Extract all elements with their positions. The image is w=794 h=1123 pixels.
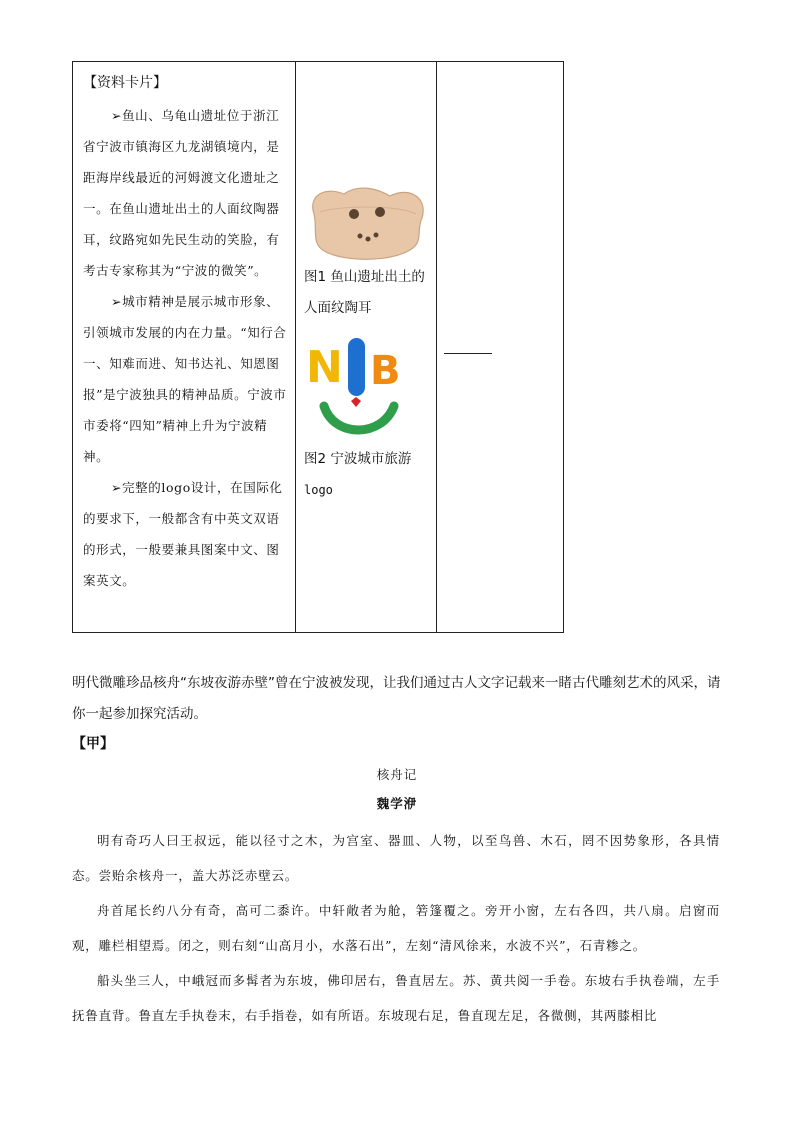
essay-paragraph-2: 舟首尾长约八分有奇，高可二黍许。中轩敞者为舱，箬篷覆之。旁开小窗，左右各四，共八扇。启窗而观，雕栏相望焉。闭之，则右刻“山高月小，水落石出”，左刻“清风徐来，水波不兴”，石青糁之。 [72, 903, 720, 953]
answer-blank-line[interactable] [444, 353, 492, 354]
card-title: 【资料卡片】 [83, 75, 167, 91]
clay-face-ear-image [306, 184, 428, 262]
card-text-cell [73, 62, 296, 633]
essay-body [72, 823, 720, 1033]
logo-letter-i-bar [348, 338, 365, 396]
card-bullet-2: ➢城市精神是展示城市形象、引领城市发展的内在力量。“知行合一、知难而进、知书达礼、知恩图报”是宁波独具的精神品质。宁波市市委将“四知”精神上升为宁波精神。 [83, 294, 287, 464]
essay-title: 核舟记 [376, 767, 418, 782]
logo-smile-arc [324, 406, 394, 430]
essay-paragraph-3: 船头坐三人，中峨冠而多髯者为东坡，佛印居右，鲁直居左。苏、黄共阅一手卷。东坡右手执卷端，左手抚鲁直背。鲁直左手执卷末，右手指卷，如有所语。东坡现右足，鲁直现左足，各微侧，其两膝相比 [72, 973, 720, 1023]
figure-2-caption: 图2 宁波城市旅游 logo [304, 451, 412, 497]
card-figure-cell [296, 62, 437, 633]
essay-author: 魏学洢 [376, 796, 418, 811]
card-answer-cell [437, 62, 564, 633]
figure-1-caption: 图1 鱼山遗址出土的人面纹陶耳 [304, 269, 425, 316]
resource-card-table [72, 61, 564, 633]
essay-paragraph-1: 明有奇巧人曰王叔远，能以径寸之木，为宫室、器皿、人物，以至鸟兽、木石，罔不因势象形，各具情态。尝贻余核舟一，盖大苏泛赤壁云。 [72, 833, 720, 883]
intro-paragraph: 明代微雕珍品核舟“东坡夜游赤壁”曾在宁波被发现，让我们通过古人文字记载来一睹古代雕刻艺术的风采，请你一起参加探究活动。 [72, 675, 721, 722]
card-bullet-1: ➢鱼山、乌龟山遗址位于浙江省宁波市镇海区九龙湖镇境内，是距海岸线最近的河姆渡文化遗址之一。在鱼山遗址出土的人面纹陶器耳，纹路宛如先民生动的笑脸，有考古专家称其为“宁波的微笑”。 [83, 108, 280, 278]
logo-letter-n: N [306, 342, 343, 393]
logo-letter-b: B [370, 348, 401, 394]
section-label: 【甲】 [72, 736, 114, 752]
ningbo-tourism-logo [304, 334, 416, 438]
logo-heart-icon [351, 397, 361, 407]
card-bullet-3: ➢完整的logo设计，在国际化的要求下，一般都含有中英文双语的形式，一般要兼具图案中文、图案英文。 [83, 480, 283, 588]
